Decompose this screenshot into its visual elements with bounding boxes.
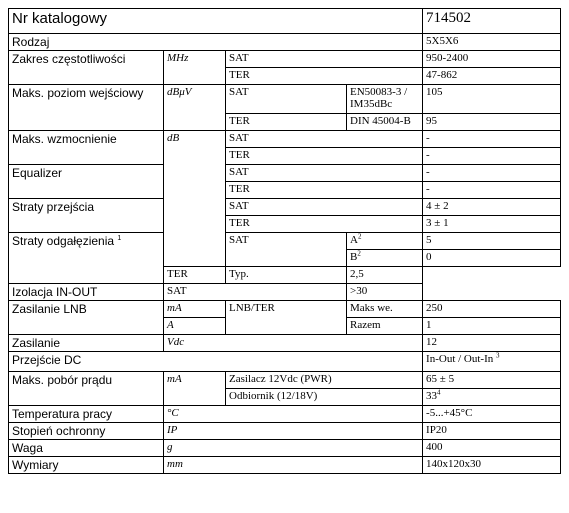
tap-loss-ter-label: TER: [164, 267, 226, 284]
isolation-sat-label: SAT: [164, 284, 347, 301]
psu-label: Zasilacz 12Vdc (PWR): [226, 372, 423, 389]
max-input-ter-standard: DIN 45004-B: [347, 114, 423, 131]
lnb-supply-unit-ma: mA: [164, 301, 226, 318]
tap-loss-ter-value: 2,5: [347, 267, 423, 284]
receiver-label: Odbiornik (12/18V): [226, 389, 423, 406]
tap-loss-sat-label: SAT: [226, 233, 347, 267]
protection-value: IP20: [423, 423, 561, 440]
dc-pass-value-text: In-Out / Out-In: [426, 353, 494, 365]
frequency-unit: MHz: [164, 51, 226, 85]
max-input-ter-label: TER: [226, 114, 347, 131]
dc-pass-footnote: 3: [496, 351, 500, 360]
catalog-number-value: 714502: [423, 9, 561, 34]
receiver-footnote: 4: [437, 388, 441, 397]
tap-loss-typ-label: Typ.: [226, 267, 347, 284]
max-input-sat-label: SAT: [226, 85, 347, 114]
frequency-ter-label: TER: [226, 68, 423, 85]
weight-value: 400: [423, 440, 561, 457]
dimensions-unit: mm: [164, 457, 423, 474]
dc-pass-label: Przejście DC: [9, 352, 423, 372]
max-current-label: Maks. pobór prądu: [9, 372, 164, 406]
lnb-supply-total-value: 1: [423, 318, 561, 335]
tap-loss-b-label: [347, 250, 423, 267]
through-loss-ter-value: 3 ± 1: [423, 216, 561, 233]
gain-sat-label: SAT: [226, 131, 423, 148]
power-supply-unit: Vdc: [164, 335, 423, 352]
max-current-unit: mA: [164, 372, 226, 406]
frequency-ter-value: 47-862: [423, 68, 561, 85]
dimensions-label: Wymiary: [9, 457, 164, 474]
gain-unit: dB: [164, 131, 226, 267]
equalizer-sat-label: SAT: [226, 165, 423, 182]
tap-loss-footnote: 1: [117, 235, 122, 242]
lnb-supply-total-label: Razem: [347, 318, 423, 335]
max-input-level-unit: dBμV: [164, 85, 226, 131]
frequency-sat-value: 950-2400: [423, 51, 561, 68]
equalizer-sat-value: -: [423, 165, 561, 182]
temperature-label: Temperatura pracy: [9, 406, 164, 423]
frequency-range-label: Zakres częstotliwości: [9, 51, 164, 85]
tap-loss-a-footnote: 2: [357, 232, 362, 241]
max-input-sat-value: 105: [423, 85, 561, 114]
receiver-value-text: 33: [426, 390, 438, 402]
tap-loss-b-text: B: [350, 251, 358, 263]
dimensions-value: 140x120x30: [423, 457, 561, 474]
through-loss-label: Straty przejścia: [9, 199, 164, 233]
tap-loss-label: [9, 233, 164, 284]
weight-label: Waga: [9, 440, 164, 457]
tap-loss-label-text: Straty odgałęzienia: [12, 234, 115, 248]
lnb-supply-unit-a: A: [164, 318, 226, 335]
lnb-supply-mode: LNB/TER: [226, 301, 347, 335]
tap-loss-b-value: 0: [423, 250, 561, 267]
max-input-level-label: Maks. poziom wejściowy: [9, 85, 164, 131]
gain-ter-label: TER: [226, 148, 423, 165]
isolation-value: >30: [347, 284, 423, 301]
through-loss-sat-label: SAT: [226, 199, 423, 216]
frequency-sat-label: SAT: [226, 51, 423, 68]
type-label: Rodzaj: [9, 34, 423, 51]
temperature-unit: °C: [164, 406, 423, 423]
lnb-supply-label: Zasilanie LNB: [9, 301, 164, 335]
spec-table: [8, 8, 561, 474]
max-input-sat-standard: EN50083-3 / IM35dBc: [347, 85, 423, 114]
temperature-value: -5...+45°C: [423, 406, 561, 423]
weight-unit: g: [164, 440, 423, 457]
gain-ter-value: -: [423, 148, 561, 165]
gain-sat-value: -: [423, 131, 561, 148]
power-supply-value: 12: [423, 335, 561, 352]
psu-value: 65 ± 5: [423, 372, 561, 389]
equalizer-ter-label: TER: [226, 182, 423, 199]
dc-pass-value: [423, 352, 561, 372]
power-supply-label: Zasilanie: [9, 335, 164, 352]
through-loss-ter-label: TER: [226, 216, 423, 233]
max-gain-label: Maks. wzmocnienie: [9, 131, 164, 165]
protection-label: Stopień ochronny: [9, 423, 164, 440]
protection-unit: IP: [164, 423, 423, 440]
type-value: 5X5X6: [423, 34, 561, 51]
receiver-value: [423, 389, 561, 406]
tap-loss-a-value: 5: [423, 233, 561, 250]
equalizer-label: Equalizer: [9, 165, 164, 199]
lnb-supply-max-label: Maks we.: [347, 301, 423, 318]
max-input-ter-value: 95: [423, 114, 561, 131]
catalog-number-label: Nr katalogowy: [9, 9, 423, 34]
isolation-label: Izolacja IN-OUT: [9, 284, 164, 301]
tap-loss-a-text: A: [350, 234, 358, 246]
tap-loss-a-label: [347, 233, 423, 250]
tap-loss-b-footnote: 2: [357, 249, 361, 258]
equalizer-ter-value: -: [423, 182, 561, 199]
lnb-supply-max-value: 250: [423, 301, 561, 318]
through-loss-sat-value: 4 ± 2: [423, 199, 561, 216]
